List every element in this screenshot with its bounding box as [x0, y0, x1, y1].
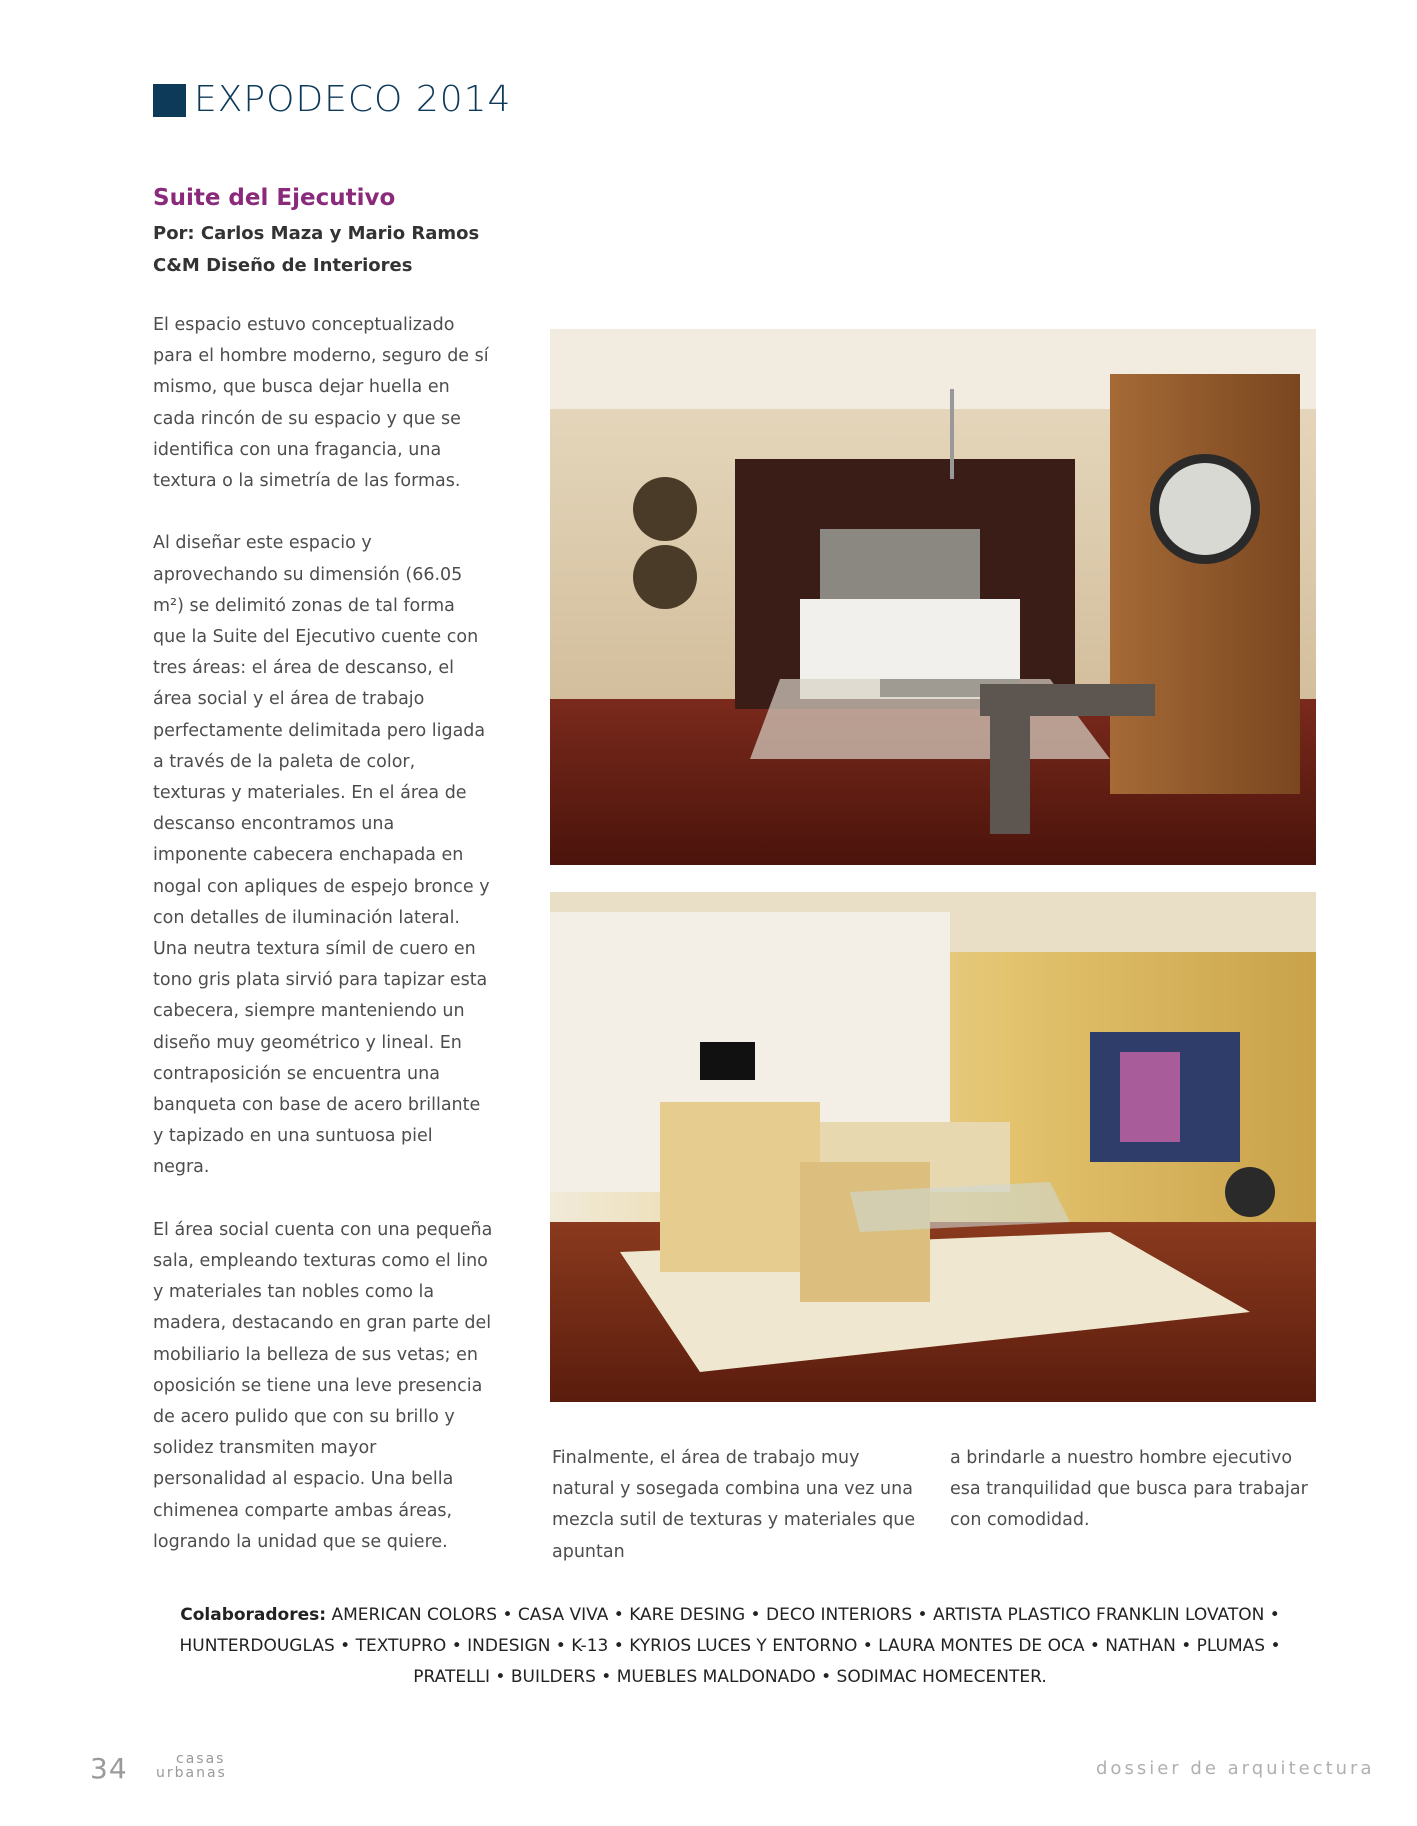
byline-studio: C&M Diseño de Interiores — [153, 255, 413, 276]
logo-bottom-word: urbanas — [156, 1765, 227, 1781]
section-header — [153, 80, 511, 120]
footer-section-name: dossier de arquitectura — [1096, 1758, 1375, 1779]
magazine-logo — [156, 1752, 251, 1784]
header-square — [153, 84, 186, 117]
logo-top-word: casas — [176, 1751, 226, 1767]
article-title: Suite del Ejecutivo — [153, 185, 396, 211]
paragraph-4-part-2: a brindarle a nuestro hombre ejecutivo esa tranquilidad que busca para trabajar con comodidad. — [950, 1448, 1308, 1531]
page-number: 34 — [90, 1752, 128, 1785]
collaborators-list: AMERICAN COLORS • CASA VIVA • KARE DESING • DECO INTERIORS • ARTISTA PLASTICO FRANKLIN LOVATON • HUNTERDOUGLAS • TEXTUPRO • INDESIGN • K-13 • KYRIOS LUCES Y ENTORNO • LAURA MONTES DE OCA • NATHAN • PLUMAS • PRATELLI • BUILDERS • MUEBLES MALDONADO • SODIMAC HOMECENTER. — [179, 1605, 1281, 1687]
left-column — [153, 310, 493, 1589]
bedroom-photo — [550, 329, 1316, 865]
collaborators-label: Colaboradores: — [180, 1605, 327, 1625]
paragraph-4-part-1: Finalmente, el área de trabajo muy natural y sosegada combina una vez una mezcla sutil de texturas y materiales que apuntan — [552, 1448, 916, 1562]
paragraph-2: Al diseñar este espacio y aprovechando su dimensión (66.05 m²) se delimitó zonas de tal forma que la Suite del Ejecutivo cuente con tres áreas: el área de descanso, el área social y el área de trabajo perfectamente delimitada pero ligada a través de la paleta de color, texturas y materiales. En el área de descanso encontramos una imponente cabecera enchapada en nogal con apliques de espejo bronce y con detalles de iluminación lateral. Una neutra textura símil de cuero en tono gris plata sirvió para tapizar esta cabecera, siempre manteniendo un diseño muy geométrico y lineal. En contraposición se encuentra una banqueta con base de acero brillante y tapizado en una suntuosa piel negra. — [153, 533, 490, 1178]
section-title: EXPODECO 2014 — [194, 79, 512, 120]
byline — [153, 218, 479, 282]
collaborators — [160, 1600, 1300, 1693]
byline-authors: Por: Carlos Maza y Mario Ramos — [153, 223, 480, 244]
living-room-photo — [550, 892, 1316, 1402]
paragraph-3: El área social cuenta con una pequeña sala, empleando texturas como el lino y materiales tan nobles como la madera, destacando en gran parte del mobiliario la belleza de sus vetas; en oposición se tiene una leve presencia de acero pulido que con su brillo y solidez transmiten mayor personalidad al espacio. Una bella chimenea comparte ambas áreas, logrando la unidad que se quiere. — [153, 1219, 493, 1552]
paragraph-1: El espacio estuvo conceptualizado para el hombre moderno, seguro de sí mismo, que busca dejar huella en cada rincón de su espacio y que se identifica con una fragancia, una textura o la simetría de las formas. — [153, 315, 489, 492]
